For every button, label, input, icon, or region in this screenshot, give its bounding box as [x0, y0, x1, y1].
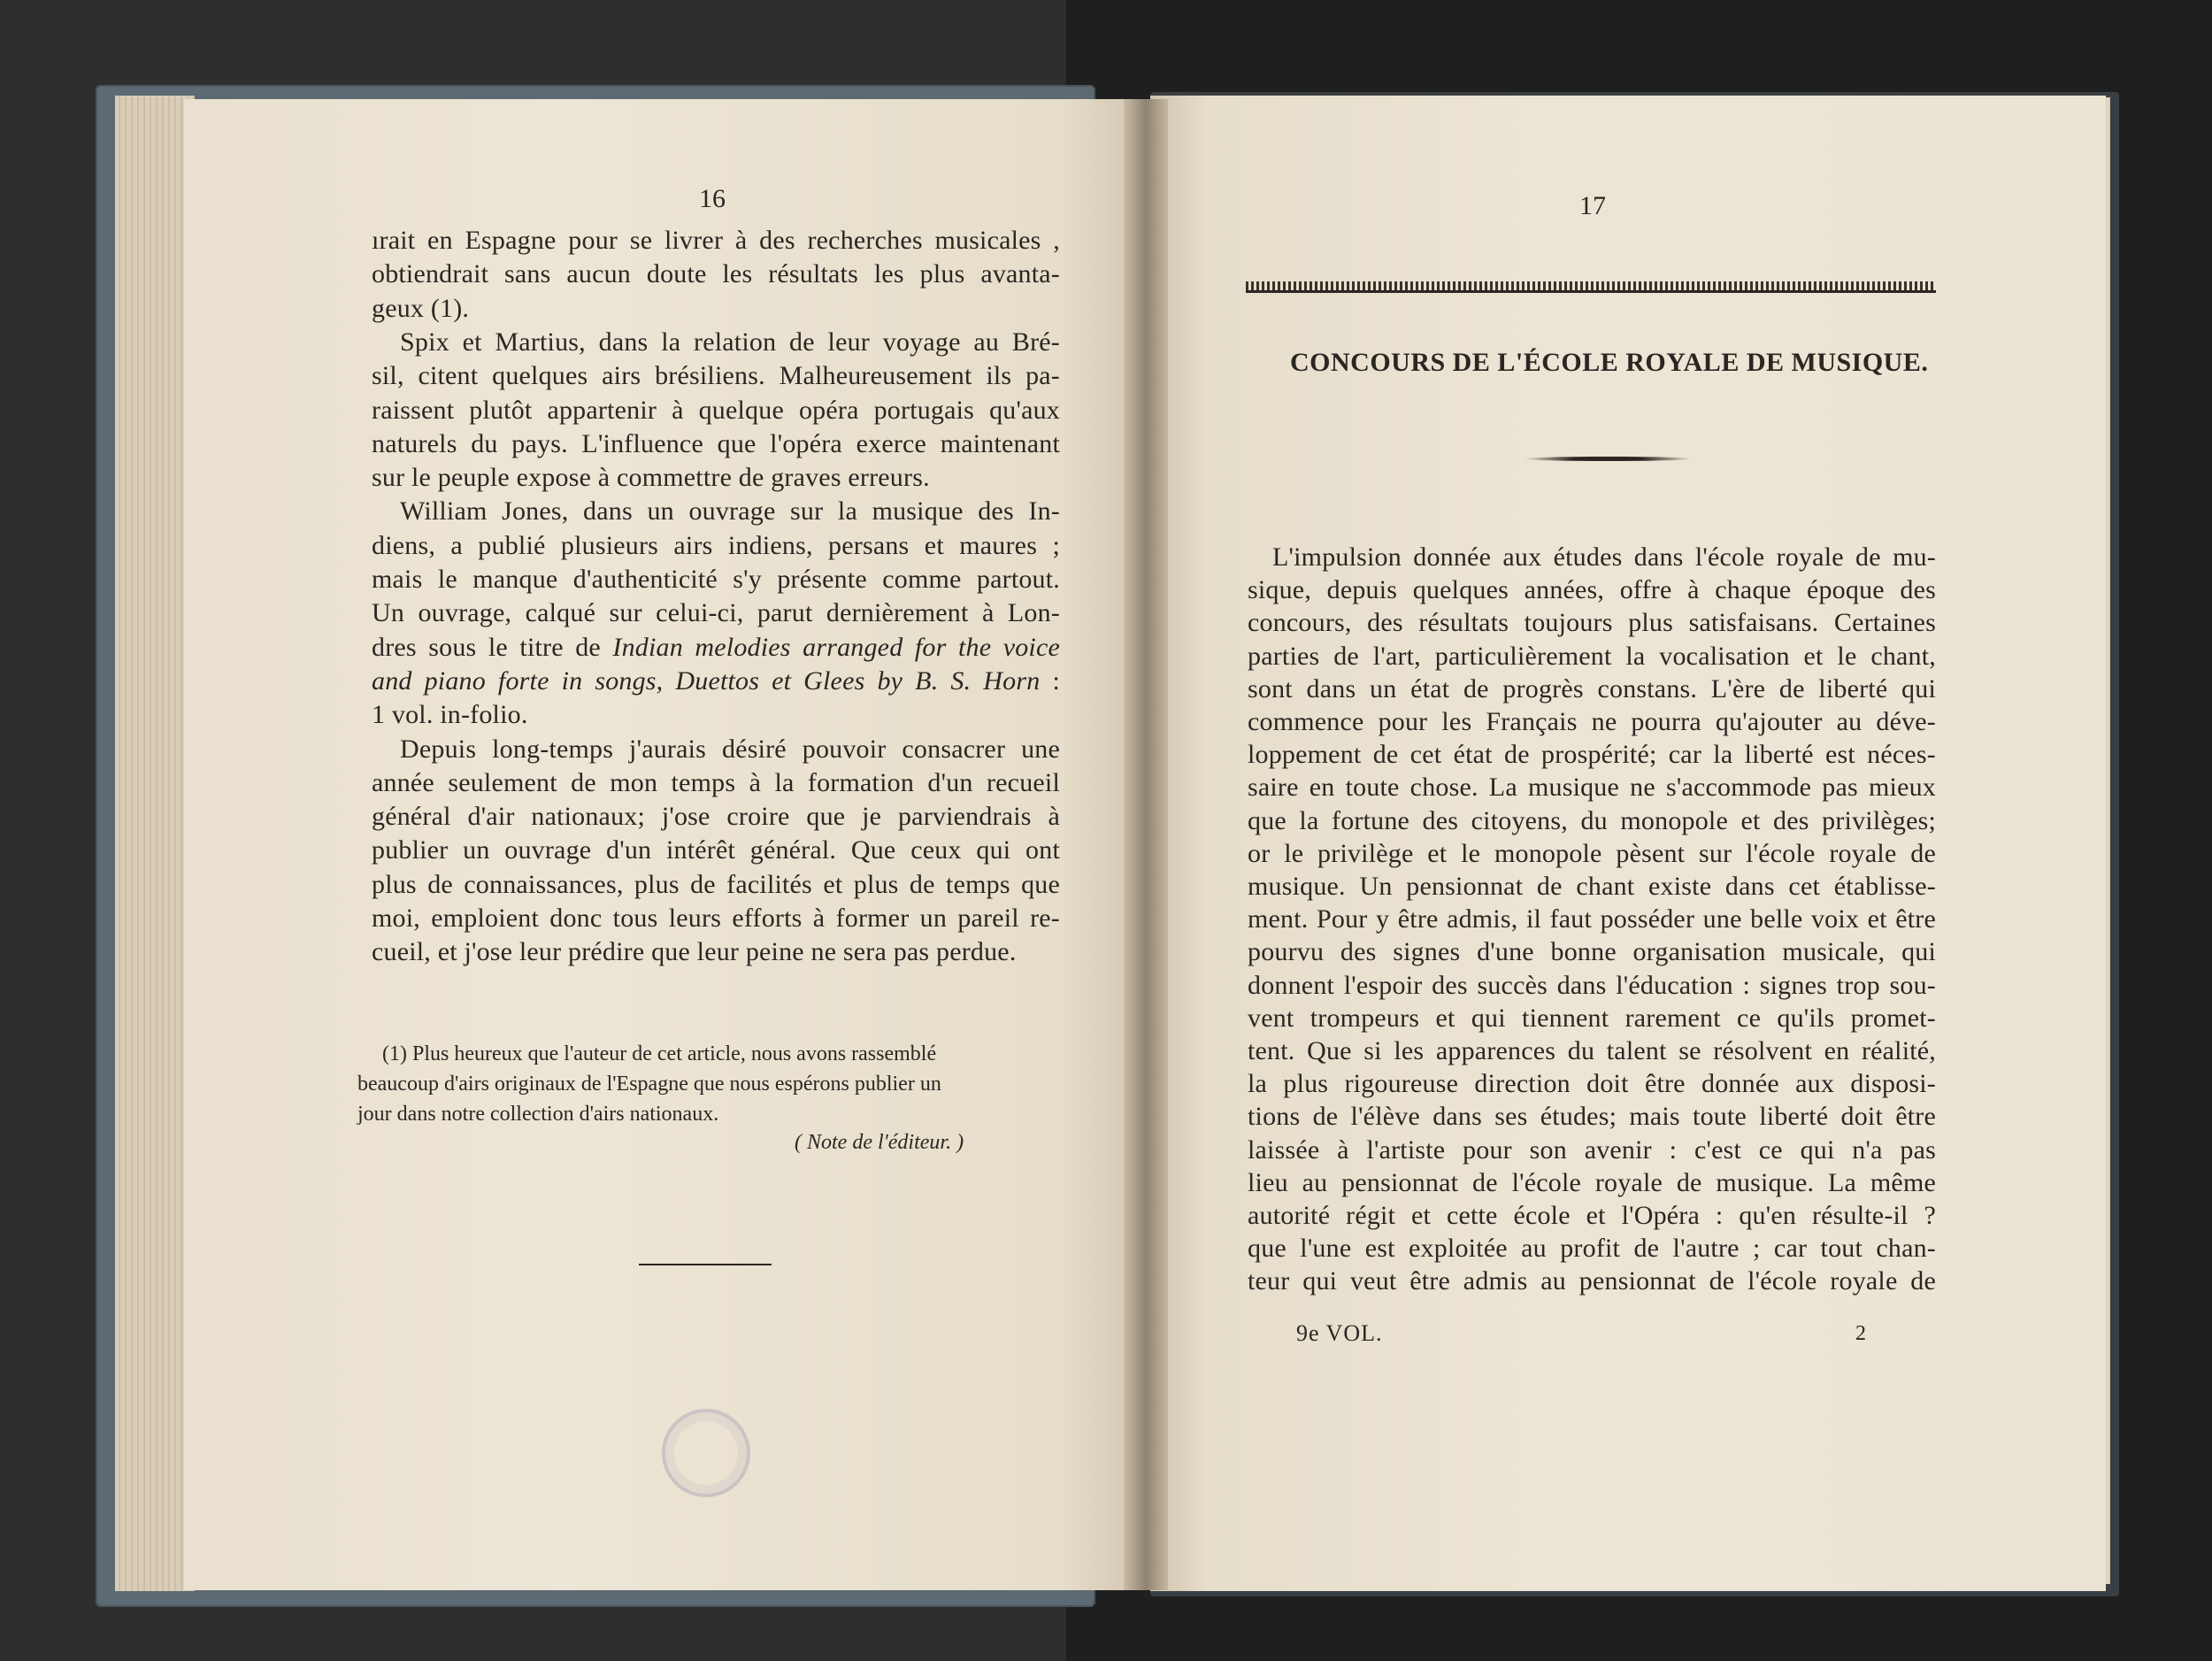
text-line: que l'une est exploitée au profit de l'autre ; car tout chan- — [1248, 1234, 1936, 1264]
text-line: William Jones, dans un ouvrage sur la musique des In- — [400, 496, 1060, 527]
text-line: or le privilège et le monopole pèsent sur l'école royale de — [1248, 838, 1936, 868]
text-line: sil, citent quelques airs brésiliens. Malheureusement ils pa- — [372, 361, 1060, 391]
text-line: lieu au pensionnat de l'école royale de musique. La même — [1248, 1167, 1936, 1197]
text-line: Depuis long-temps j'aurais désiré pouvoir consacrer une — [400, 734, 1060, 764]
text-line: geux (1). — [372, 293, 470, 323]
text-line: and piano forte in songs, Duettos et Glees by B. S. Horn : — [372, 665, 1060, 696]
end-rule — [639, 1264, 772, 1265]
heading-rule — [1524, 457, 1692, 461]
text-line: Un ouvrage, calqué sur celui-ci, parut dernièrement à Lon- — [372, 598, 1060, 628]
text-line: sur le peuple expose à commettre de graves erreurs. — [372, 463, 930, 493]
text-line: autorité régit et cette école et l'Opéra : qu'en résulte-il ? — [1248, 1201, 1936, 1230]
text-line: ırait en Espagne pour se livrer à des recherches musicales , — [372, 226, 1060, 255]
text-line: concours, des résultats toujours plus satisfaisans. Certaines — [1248, 608, 1936, 638]
text-line: mais le manque d'authenticité s'y présente comme partout. — [372, 565, 1060, 594]
text-line: plus de connaissances, plus de facilités et plus de temps que — [372, 869, 1060, 899]
text-line: saire en toute chose. La musique ne s'accommode pas mieux — [1248, 773, 1936, 803]
text-line: cueil, et j'ose leur prédire que leur peine ne sera pas perdue. — [372, 937, 1017, 967]
page-number-right: 17 — [1579, 191, 1606, 220]
text-line: tions de l'élève dans ses études; mais toute liberté doit être — [1248, 1102, 1936, 1132]
text-line: commence pour les Français ne pourra qu'ajouter au déve- — [1248, 707, 1936, 736]
footnote-line: beaucoup d'airs originaux de l'Espagne que nous espérons publier un — [357, 1073, 941, 1096]
text-line: teur qui veut être admis au pensionnat de l'école royale de — [1248, 1266, 1936, 1296]
page-number-left: 16 — [699, 184, 726, 213]
text-line: raissent plutôt appartenir à quelque opéra portugais qu'aux — [372, 395, 1060, 425]
text-line: pourvu des signes d'une bonne organisation musicale, qui — [1248, 937, 1936, 967]
text-line: naturels du pays. L'influence que l'opéra exerce maintenant — [372, 428, 1060, 458]
page-edges-left — [115, 96, 195, 1591]
text-line: L'impulsion donnée aux études dans l'école royale de mu- — [1272, 542, 1936, 572]
footnote-attribution: ( Note de l'éditeur. ) — [795, 1131, 964, 1154]
text-line: obtiendrait sans aucun doute les résultats les plus avanta- — [372, 259, 1060, 289]
text-line: Spix et Martius, dans la relation de leur voyage au Bré- — [400, 327, 1060, 357]
text-line: sont dans un état de progrès constans. L'ère de liberté qui — [1248, 673, 1936, 704]
text-line: général d'air nationaux; j'ose croire que je parviendrais à — [372, 802, 1060, 832]
text-line: musique. Un pensionnat de chant existe dans cet établisse- — [1248, 872, 1936, 901]
text-line: vent trompeurs et qui tiennent rarement ce qu'ils promet- — [1248, 1003, 1936, 1033]
text-line: dres sous le titre de Indian melodies arranged for the voice — [372, 632, 1060, 662]
text-line: la plus rigoureuse direction doit être donnée aux disposi- — [1248, 1069, 1936, 1099]
text-line: que la fortune des citoyens, du monopole et des privilèges; — [1248, 805, 1936, 835]
ornamental-rule — [1246, 281, 1936, 293]
text-line: laissée à l'artiste pour son avenir : c'est ce qui n'a pas — [1248, 1134, 1936, 1165]
text-line: moi, emploient donc tous leurs efforts à former un pareil re- — [372, 904, 1060, 933]
signature-number: 2 — [1855, 1322, 1866, 1345]
footnote-line: jour dans notre collection d'airs nationaux. — [357, 1103, 719, 1126]
text-line: diens, a publié plusieurs airs indiens, persans et maures ; — [372, 530, 1060, 560]
text-line: parties de l'art, particulièrement la vocalisation et le chant, — [1248, 641, 1936, 671]
footnote-line: (1) Plus heureux que l'auteur de cet article, nous avons rassemblé — [382, 1042, 937, 1065]
text-line: ment. Pour y être admis, il faut posséder une belle voix et être — [1248, 904, 1936, 934]
text-line: année seulement de mon temps à la formation d'un recueil — [372, 767, 1060, 797]
text-line: donnent l'espoir des succès dans l'éducation : signes trop sou- — [1248, 970, 1936, 1000]
text-line: tent. Que si les apparences du talent se résolvent en réalité, — [1248, 1036, 1936, 1065]
text-line: publier un ouvrage d'un intérêt général. Que ceux qui ont — [372, 835, 1060, 865]
signature-mark: 9e VOL. — [1296, 1320, 1383, 1346]
text-line: sique, depuis quelques années, offre à chaque époque des — [1248, 575, 1936, 605]
library-stamp-icon — [662, 1409, 750, 1497]
book-gutter — [1124, 99, 1168, 1590]
text-line: 1 vol. in-folio. — [372, 700, 528, 730]
text-line: loppement de cet état de prospérité; car la liberté est néces- — [1248, 740, 1936, 770]
section-heading: CONCOURS DE L'ÉCOLE ROYALE DE MUSIQUE. — [1290, 348, 1929, 377]
